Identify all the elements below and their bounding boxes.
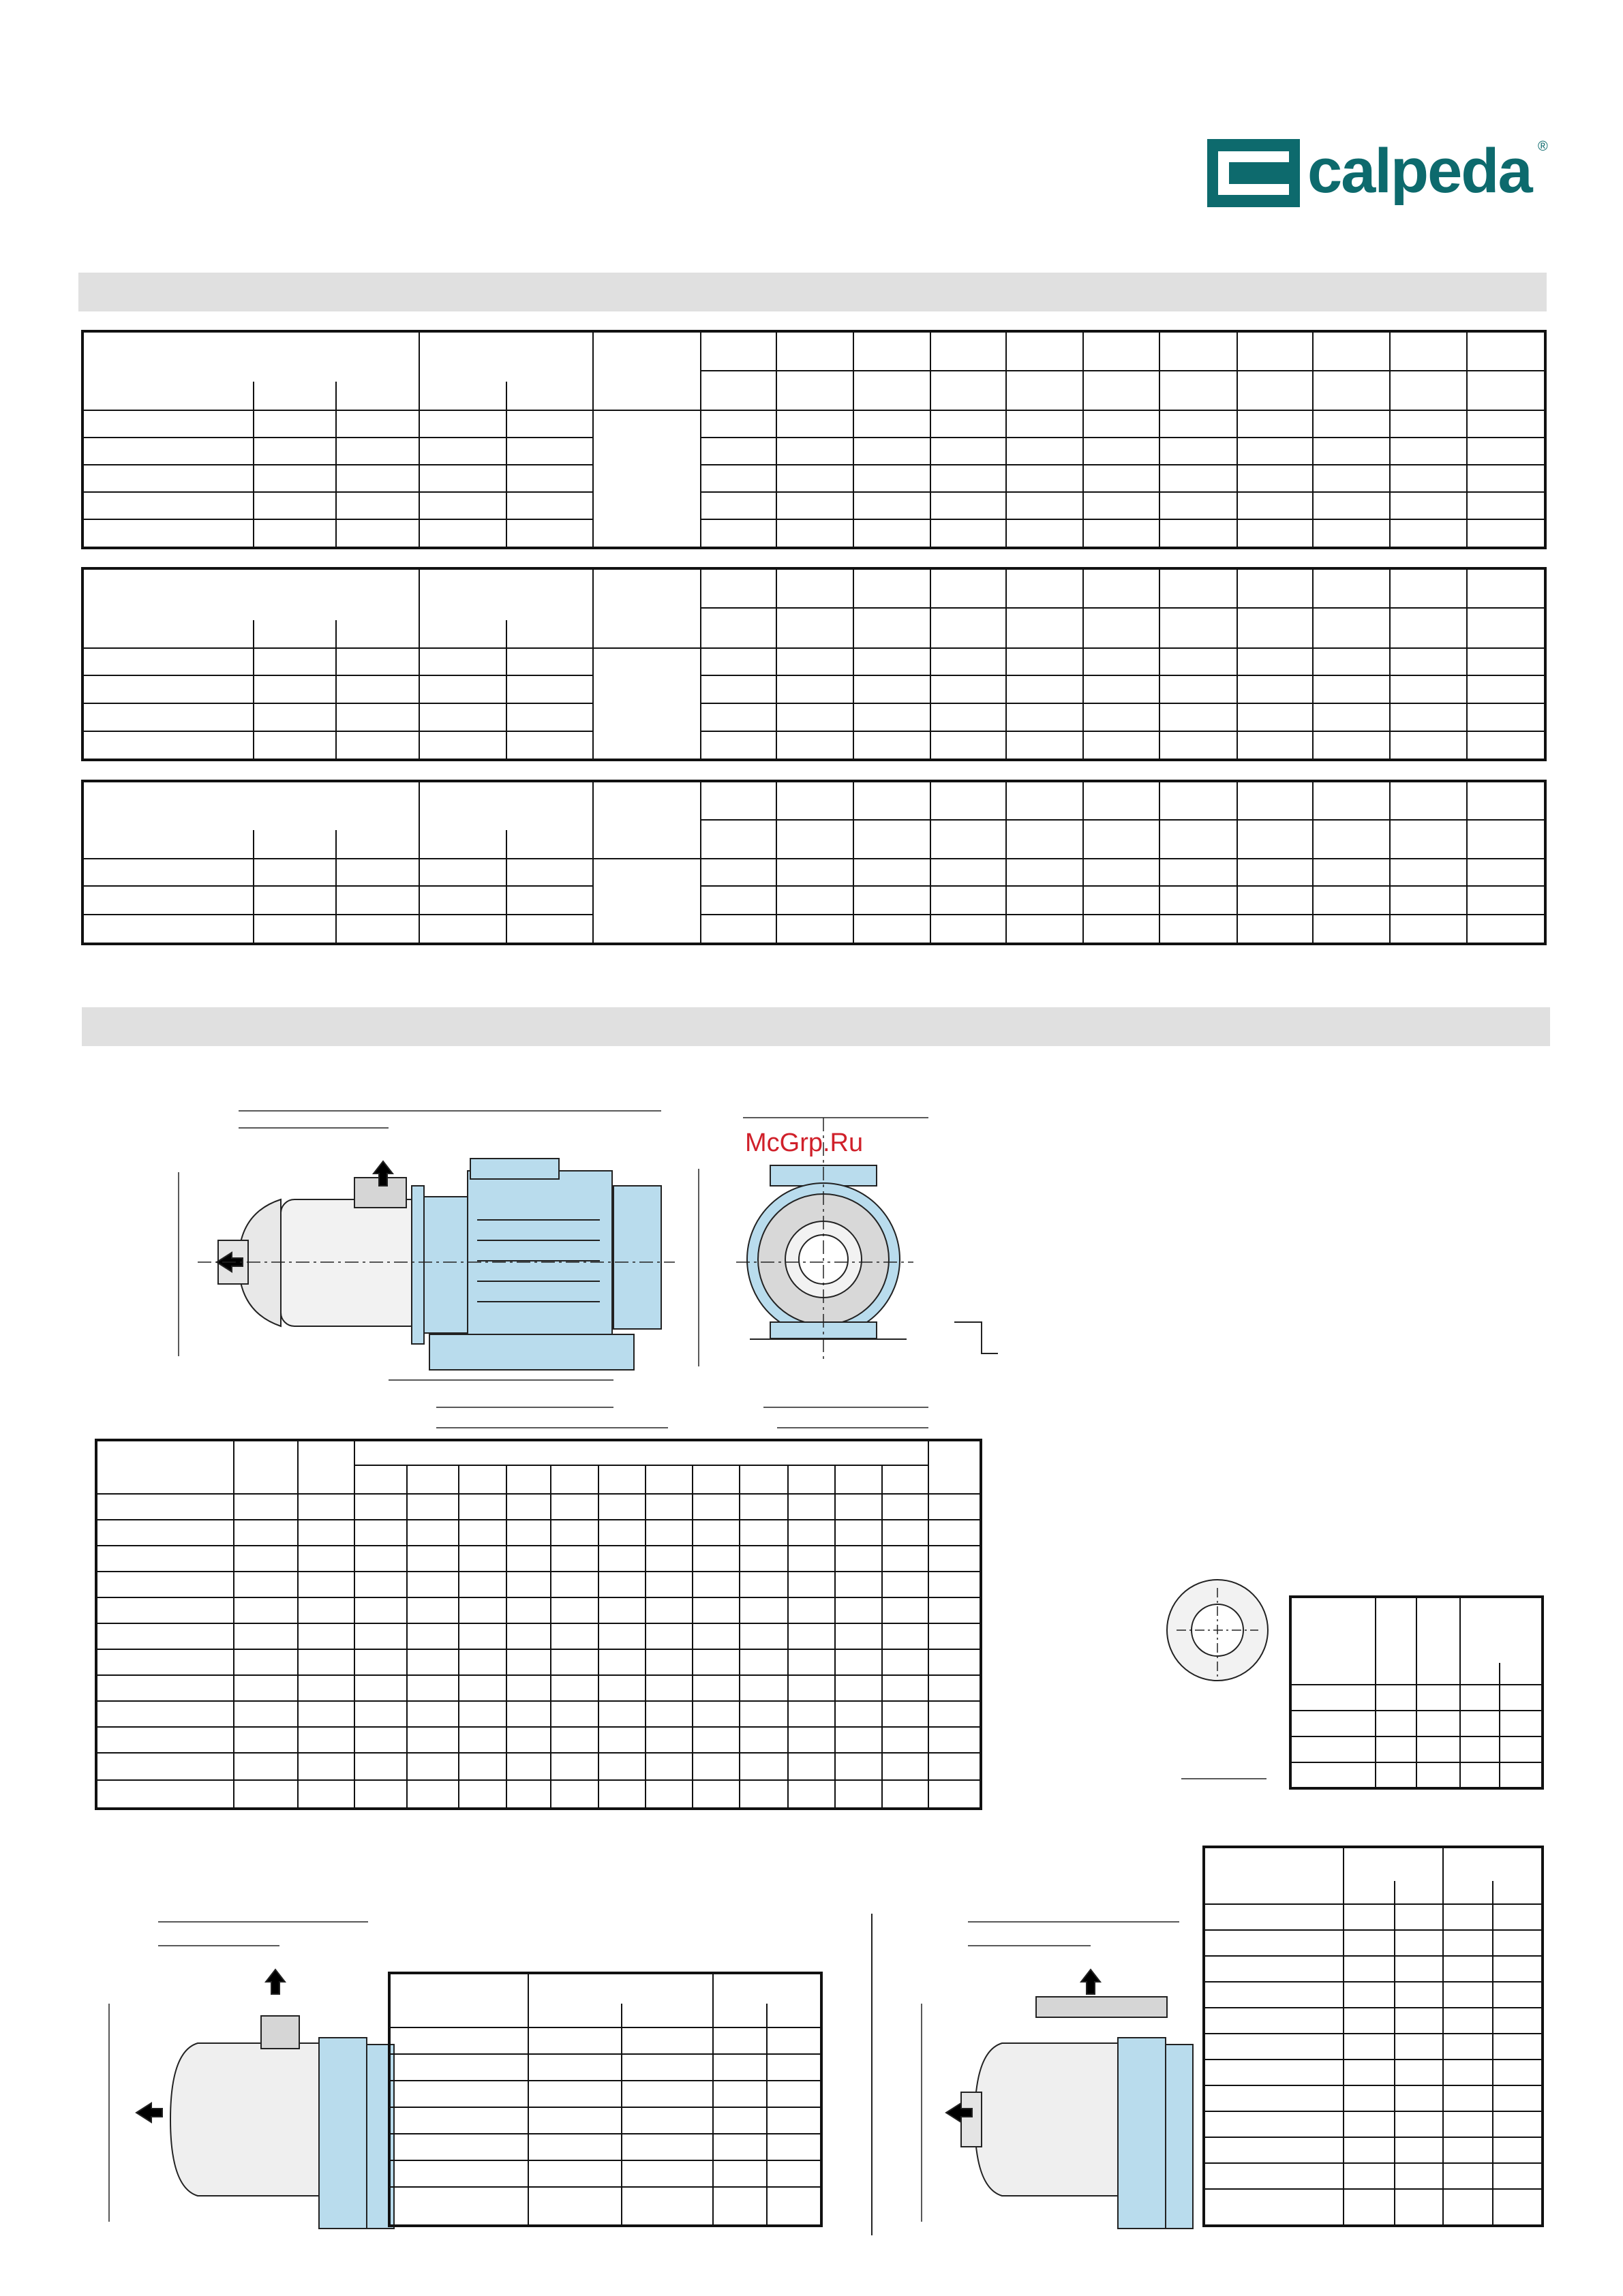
brand-name: calpeda [1307,136,1532,206]
flange-table [1290,1597,1543,1788]
performance-tables [82,331,1545,944]
performance-table-2 [82,568,1545,760]
watermark-text: McGrp.Ru [745,1129,864,1157]
pump-front-view [736,1118,998,1428]
pump-end-view-right [922,1922,1193,2229]
pump-side-view [179,1111,699,1428]
performance-table-3 [82,781,1545,944]
pump-end-table-right [1204,1847,1543,2226]
dimensions-table [96,1440,981,1809]
performance-table-1 [82,331,1545,548]
pump-end-table-left [389,1973,821,2226]
registered-mark: ® [1538,139,1548,154]
flange-drawing [1167,1580,1268,1779]
pump-end-view-left [109,1922,394,2229]
